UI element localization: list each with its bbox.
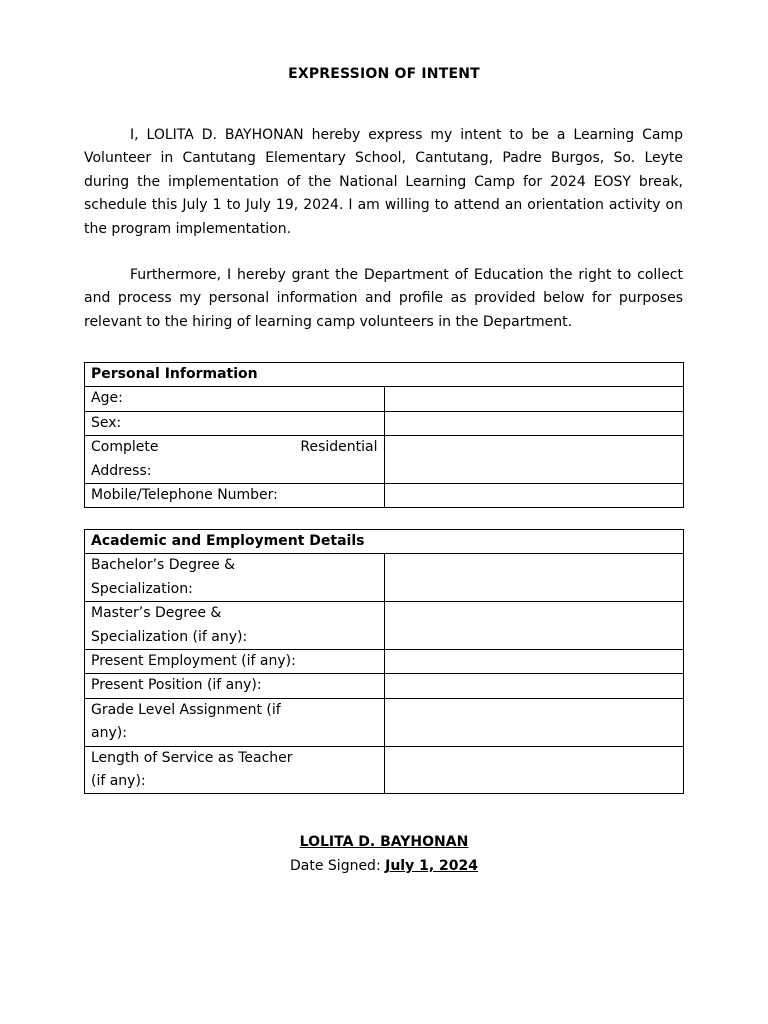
sex-field[interactable]: [384, 411, 684, 435]
table-row: [85, 387, 684, 411]
master-field[interactable]: [384, 602, 684, 650]
position-field[interactable]: [384, 674, 684, 698]
academic-employment-header: Academic and Employment Details: [85, 530, 684, 554]
personal-information-header: Personal Information: [85, 363, 684, 387]
address-label-part3: Address:: [91, 462, 152, 479]
signatory-name: LOLITA D. BAYHONAN: [299, 834, 469, 850]
date-signed-label: Date Signed:: [290, 858, 381, 874]
table-row: [85, 436, 684, 484]
position-label: Present Position (if any):: [85, 674, 385, 698]
table-row: [85, 674, 684, 698]
table-row: [85, 602, 684, 650]
address-label-part2: Residential: [300, 439, 378, 456]
service-length-label-line1: Length of Service as Teacher: [91, 749, 293, 766]
master-label-line2: Specialization (if any):: [91, 628, 248, 645]
grade-level-label-line2: any):: [91, 725, 127, 742]
date-signed-line: [84, 858, 684, 874]
table-header-row: [85, 530, 684, 554]
intent-paragraph: I, LOLITA D. BAYHONAN hereby express my intent to be a Learning Camp Volunteer in Cantutang Elementary School, Cantutang, Padre Burgos, So. Leyte during the implementation of the National Learning Camp for 2024 EOSY break, schedule this July 1 to July 19, 2024. I am willing to attend an orientation activity on the program implementation.: [84, 127, 683, 237]
service-length-field[interactable]: [384, 746, 684, 794]
bachelor-field[interactable]: [384, 554, 684, 602]
master-label: [85, 602, 385, 650]
service-length-label-line2: (if any):: [91, 773, 146, 790]
mobile-label: Mobile/Telephone Number:: [85, 484, 385, 508]
table-row: [85, 650, 684, 674]
academic-employment-table: [84, 529, 684, 794]
address-label-part1: Complete: [91, 439, 159, 456]
master-label-line1: Master’s Degree &: [91, 605, 222, 622]
mobile-field[interactable]: [384, 484, 684, 508]
document-title: EXPRESSION OF INTENT: [288, 66, 480, 82]
employment-field[interactable]: [384, 650, 684, 674]
grade-level-label: [85, 698, 385, 746]
age-label: Age:: [85, 387, 385, 411]
consent-paragraph: Furthermore, I hereby grant the Department of Education the right to collect and process my personal information and profile as provided below for purposes relevant to the hiring of learning camp volunteers in the Department.: [84, 267, 683, 330]
service-length-label: [85, 746, 385, 794]
table-row: [85, 746, 684, 794]
age-field[interactable]: [384, 387, 684, 411]
bachelor-label-line1: Bachelor’s Degree &: [91, 557, 236, 574]
address-field[interactable]: [384, 436, 684, 484]
table-row: [85, 411, 684, 435]
employment-label: Present Employment (if any):: [85, 650, 385, 674]
grade-level-field[interactable]: [384, 698, 684, 746]
grade-level-label-line1: Grade Level Assignment (if: [91, 701, 281, 718]
personal-information-table: [84, 362, 684, 508]
table-row: [85, 484, 684, 508]
bachelor-label: [85, 554, 385, 602]
table-row: [85, 698, 684, 746]
table-row: [85, 554, 684, 602]
bachelor-label-line2: Specialization:: [91, 580, 193, 597]
date-signed-value: July 1, 2024: [385, 858, 478, 874]
table-header-row: [85, 363, 684, 387]
sex-label: Sex:: [85, 411, 385, 435]
address-label: [85, 436, 385, 484]
